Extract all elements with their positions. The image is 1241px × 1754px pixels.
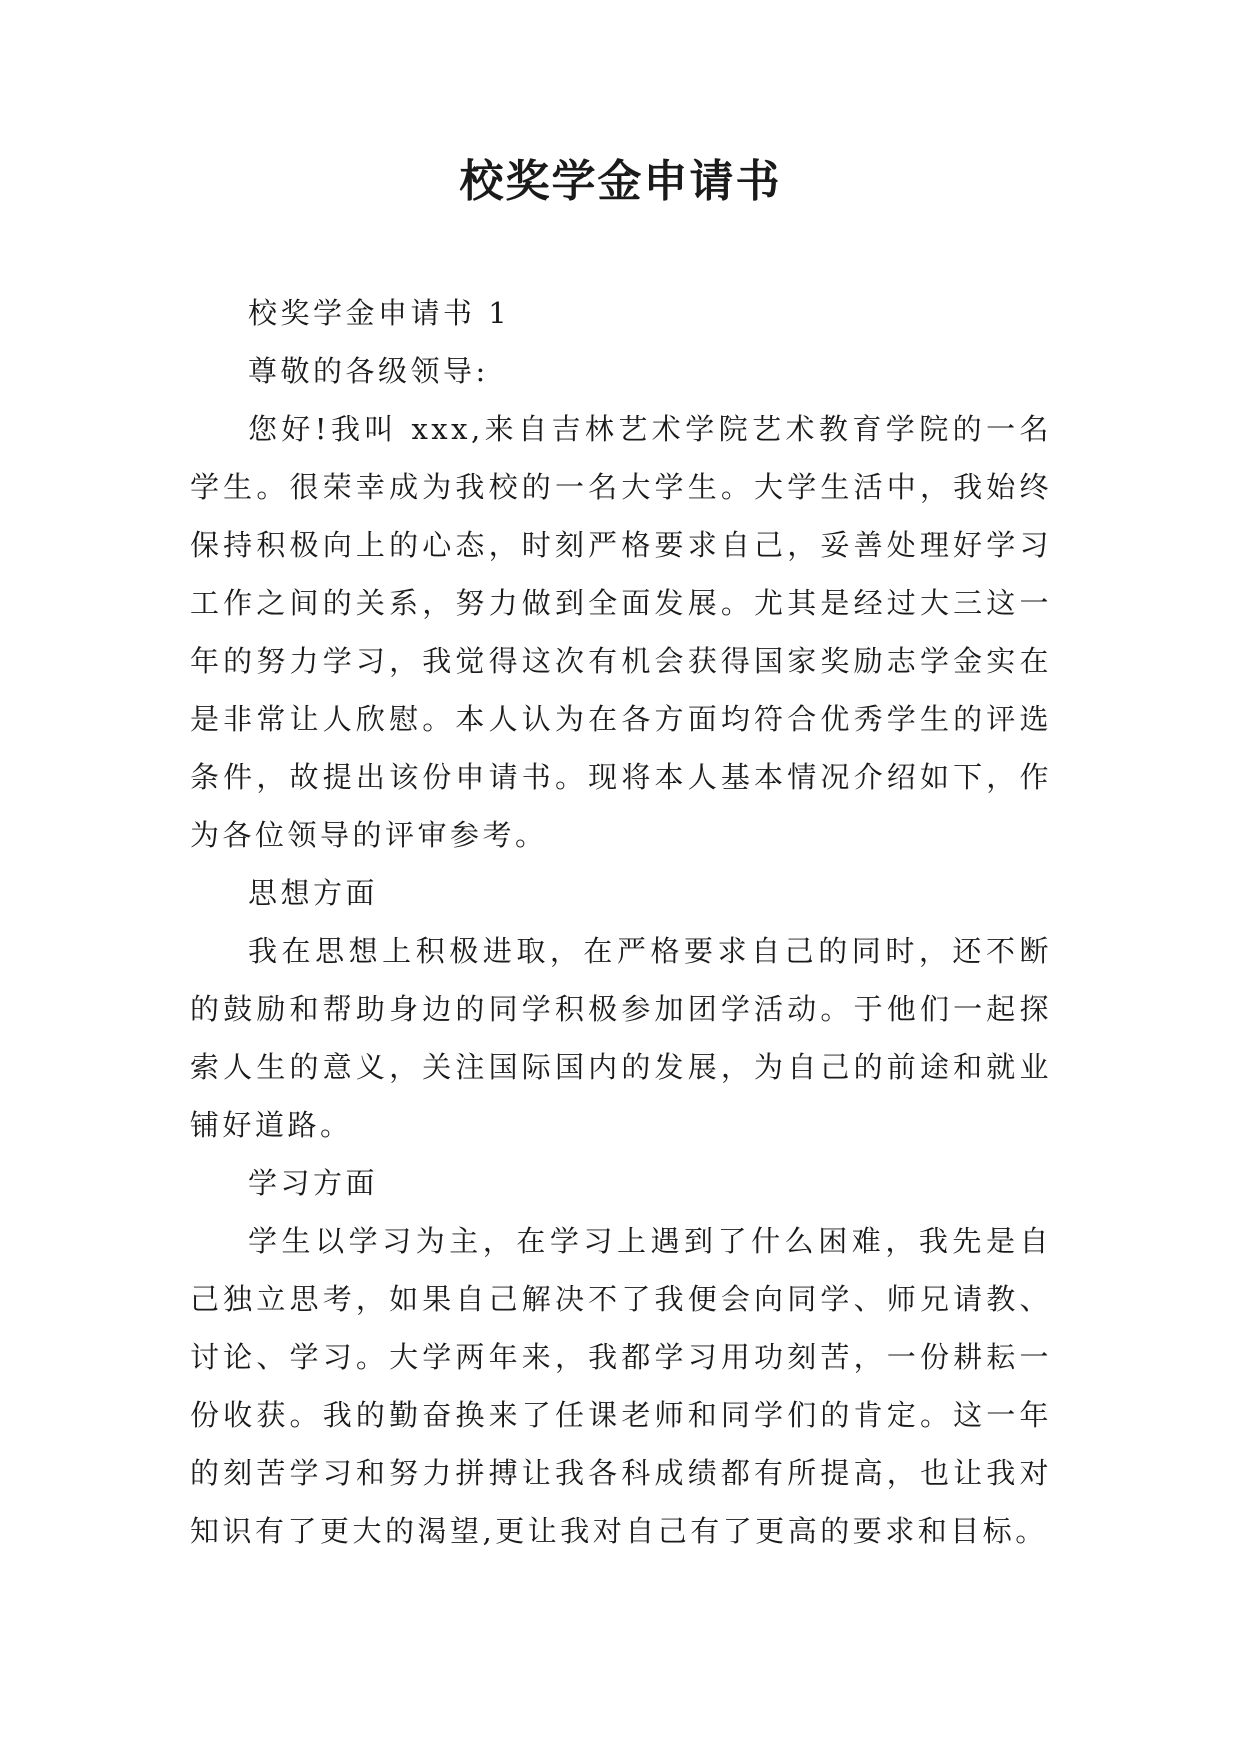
section-title: 校奖学金申请书 1	[248, 296, 511, 330]
intro-paragraph: 您好!我叫 xxx,来自吉林艺术学院艺术教育学院的一名学生。很荣幸成为我校的一名大学生。大学生活中，我始终保持积极向上的心态，时刻严格要求自己，妥善处理好学习工作之间的关系，努力做到全面发展。尤其是经过大三这一年的努力学习，我觉得这次有机会获得国家奖励志学金实在是非常让人欣慰。本人认为在各方面均符合优秀学生的评选条件，故提出该份申请书。现将本人基本情况介绍如下，作为各位领导的评审参考。	[190, 412, 1052, 852]
heading-thought: 思想方面	[248, 876, 379, 910]
thought-paragraph: 我在思想上积极进取，在严格要求自己的同时，还不断的鼓励和帮助身边的同学积极参加团学活动。于他们一起探索人生的意义，关注国际国内的发展，为自己的前途和就业铺好道路。	[190, 934, 1052, 1142]
document-body	[190, 284, 1052, 1560]
study-paragraph: 学生以学习为主，在学习上遇到了什么困难，我先是自己独立思考，如果自己解决不了我便会向同学、师兄请教、讨论、学习。大学两年来，我都学习用功刻苦，一份耕耘一份收获。我的勤奋换来了任课老师和同学们的肯定。这一年的刻苦学习和努力拼搏让我各科成绩都有所提高，也让我对知识有了更大的渴望,更让我对自己有了更高的要求和目标。	[190, 1224, 1052, 1548]
document-title: 校奖学金申请书	[459, 156, 782, 207]
heading-study: 学习方面	[248, 1166, 379, 1200]
salutation: 尊敬的各级领导:	[248, 354, 489, 388]
